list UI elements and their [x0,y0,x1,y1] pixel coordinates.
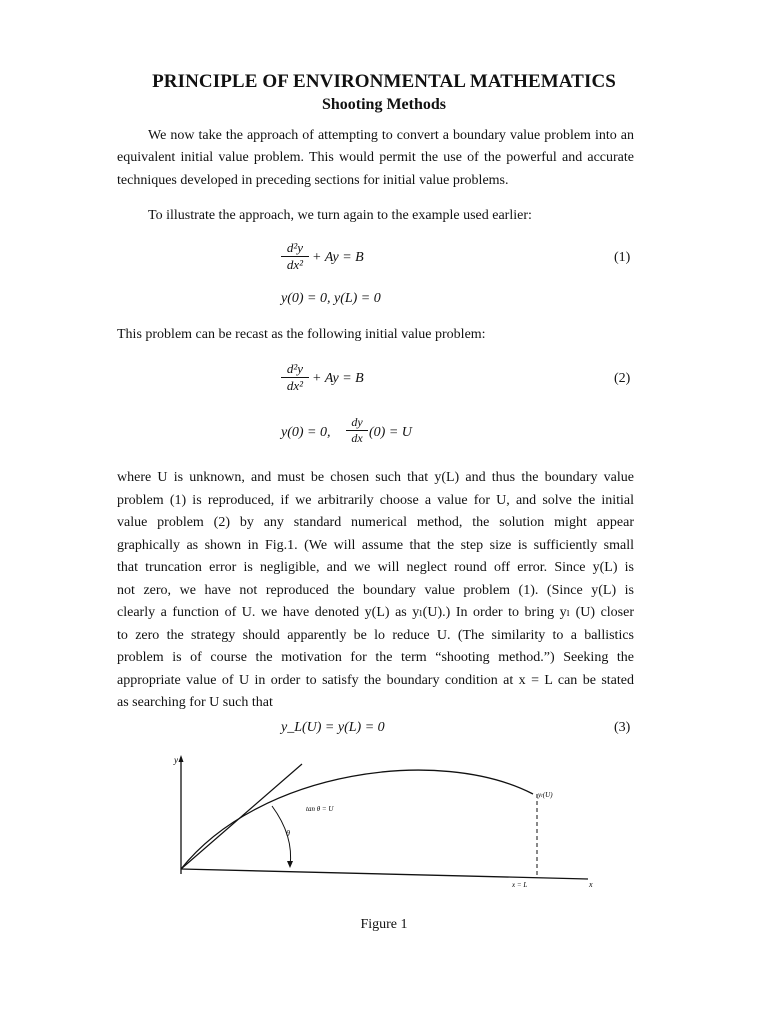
eq1-numerator: d²y [286,240,304,255]
figure-angle-arrow [287,861,293,868]
page-title: PRINCIPLE OF ENVIRONMENTAL MATHEMATICS [152,71,616,92]
page-subtitle: Shooting Methods [321,96,447,113]
figure-x-label: x [589,880,593,889]
eq2-initial-slope: (0) = U [369,425,412,440]
body-line: not zero, we have not reproduced the boundary value problem (1). (Since y(L) is [117,582,634,598]
body-line: as searching for U such that [117,695,273,710]
body-line: to zero the strategy should apparently be lo reduce U. (The similarity to a ballistics [117,627,634,643]
eq3-label: (3) [614,720,631,735]
eq2-first-derivative [346,415,368,446]
eq2-denominator: dx² [286,378,304,393]
figure-end-label: yₗ(U) [538,791,553,799]
figure-caption: Figure 1 [360,917,408,932]
body-paragraph [117,467,634,715]
body-line: problem (1) is reproduced, if we arbitrarily choose a value for U, and solve the initial [117,492,634,508]
body-line: where U is unknown, and must be chosen such that y(L) and thus the boundary value [117,470,634,485]
body-line: that truncation error is negligible, and we will neglect round off error. Since y(L) is [117,560,634,575]
eq1-label: (1) [614,250,631,265]
figure-x-axis [181,869,588,879]
eq2-numerator: d²y [286,361,304,376]
figure-angle-label: θ [286,829,290,838]
eq2-derivative [281,361,309,394]
body-line: value problem (2) by any standard numerical method, the solution might appear [117,515,634,530]
figure-y-label: y [174,755,178,765]
eq2-initial-y: y(0) = 0, [281,425,331,440]
eq2-dy: dy [351,415,363,429]
eq1-denominator: dx² [286,257,304,272]
recast-paragraph: This problem can be recast as the following initial value problem: [117,327,486,342]
eq1-derivative [281,240,309,273]
eq2-dx: dx [351,431,363,445]
eq2-rest: + Ay = B [312,371,364,386]
figure-solution-curve [181,770,533,869]
figure-y-arrow [179,755,184,762]
body-line: appropriate value of U in order to satisfy the boundary condition at x = L can be stated [117,672,634,688]
intro-paragraph: We now take the approach of attempting to convert a boundary value problem into an equivalent initial value problem. This would permit the use of the powerful and accurate techniques developed in preceding sections for initial value problems. [117,128,634,188]
body-line: clearly a function of U. we have denoted y(L) as yₗ(U).) In order to bring yₗ (U) closer [117,605,634,620]
eq3-expression: y_L(U) = y(L) = 0 [281,720,385,735]
eq1-rest: + Ay = B [312,250,364,265]
body-line: graphically as shown in Fig.1. (We will assume that the step size is sufficiently small [117,537,634,553]
eq2-label: (2) [614,371,631,386]
body-line: problem is of course the motivation for the term “shooting method.”) Seeking the [117,650,634,665]
figure-tangent-label: tan θ = U [306,805,334,813]
illustrate-paragraph: To illustrate the approach, we turn again to the example used earlier: [148,208,532,223]
figure-1 [0,740,768,900]
figure-xl-label: x = L [512,881,528,889]
eq1-boundary-conditions: y(0) = 0, y(L) = 0 [281,291,381,306]
